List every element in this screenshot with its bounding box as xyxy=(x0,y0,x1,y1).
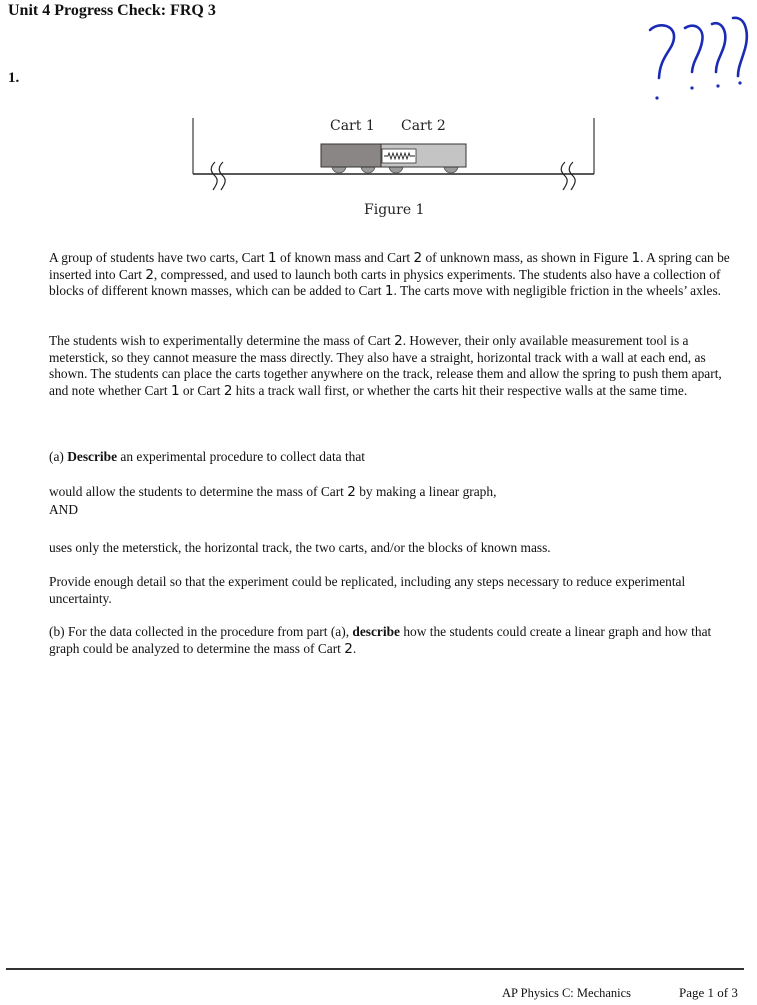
part-a-and: AND xyxy=(49,502,79,517)
page-title: Unit 4 Progress Check: FRQ 3 xyxy=(8,2,216,19)
intro-paragraph-2: The students wish to experimentally determine the mass of Cart 2. However, their only available measurement tool is a meterstick, so they cannot measure the mass directly. They also have a straight, horizontal track with a wall at each end, as shown. The students can place the carts together anywhere on the track, release them and allow the spring to push them apart, and note whether Cart 1 or Cart 2 hits a track wall first, or whether the carts hit their respective walls at the same time. xyxy=(49,333,722,400)
cart-number: 2 xyxy=(145,266,154,283)
cart-number: 2 xyxy=(347,484,356,500)
cart-1-label: Cart 1 xyxy=(330,118,375,134)
cart-number: 2 xyxy=(344,640,353,657)
handwritten-question-marks xyxy=(630,8,755,108)
question-mark-strokes xyxy=(650,18,747,78)
figure-caption: Figure 1 xyxy=(364,202,425,218)
cart-number: 1 xyxy=(268,250,277,266)
footer-divider xyxy=(6,968,744,970)
cart-2-label: Cart 2 xyxy=(401,118,446,134)
cart-number: 1 xyxy=(631,250,641,266)
part-a-requirement-2: uses only the meterstick, the horizontal track, the two carts, and/or the blocks of known mass. xyxy=(49,540,551,555)
part-a-detail-instruction: Provide enough detail so that the experiment could be replicated, including any steps necessary to reduce experimental uncertainty. xyxy=(49,574,686,606)
cart-1-body xyxy=(321,144,381,167)
cart-number: 1 xyxy=(170,383,180,400)
footer-page-number: Page 1 of 3 xyxy=(679,985,738,1000)
part-b-prompt: (b) For the data collected in the procedure from part (a), describe how the students could create a linear graph and how that graph could be analyzed to determine the mass of Cart 2. xyxy=(49,624,712,657)
right-break-mark xyxy=(561,162,575,190)
question-mark-dots xyxy=(655,81,741,99)
cart-number: 1 xyxy=(384,283,394,300)
question-number: 1. xyxy=(8,70,20,86)
cart-number: 2 xyxy=(413,250,423,266)
left-break-mark xyxy=(211,162,225,190)
intro-paragraph-1: A group of students have two carts, Cart 1 of known mass and Cart 2 of unknown mass, as shown in Figure 1. A spring can be inserted into Cart 2, compressed, and used to launch both carts in physics experiments. The students also have a collection of blocks of different known masses, which can be added to Cart 1. The carts move with negligible friction in the wheels’ axles. xyxy=(49,250,730,300)
bold-keyword: describe xyxy=(352,624,400,639)
part-a-prompt: (a) Describe an experimental procedure to collect data that xyxy=(49,449,366,464)
figure-1-diagram xyxy=(185,112,605,232)
part-a-requirement-1: would allow the students to determine the mass of Cart 2 by making a linear graph, xyxy=(49,484,497,500)
bold-keyword: Describe xyxy=(67,449,118,464)
footer-course-name: AP Physics C: Mechanics xyxy=(502,986,632,1000)
cart-number: 2 xyxy=(394,333,403,349)
cart-number: 2 xyxy=(223,383,233,400)
